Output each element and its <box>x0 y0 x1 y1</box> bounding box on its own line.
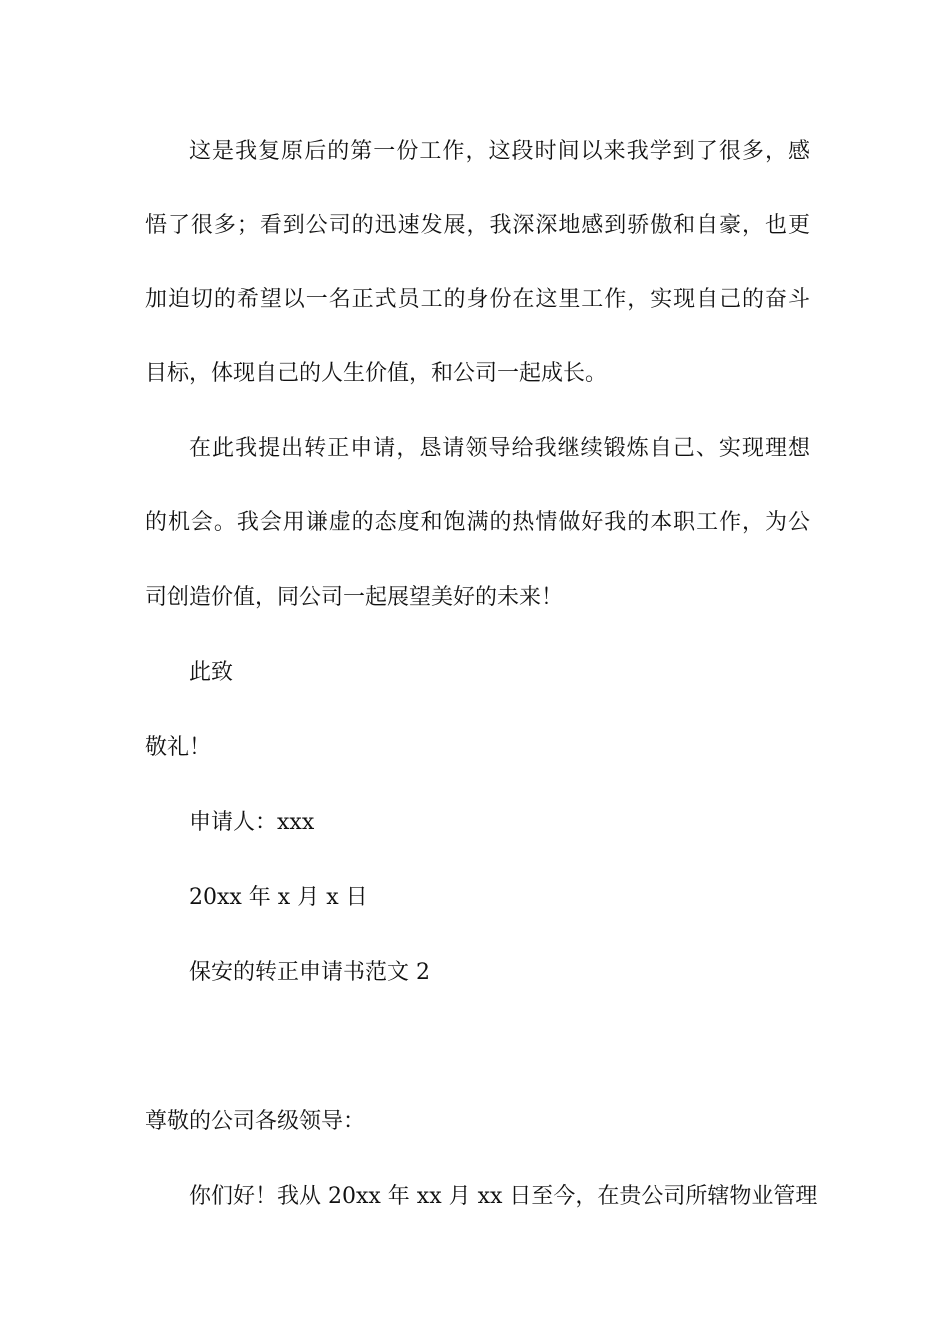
paragraph-line: 司创造价值，同公司一起展望美好的未来！ <box>145 585 564 610</box>
closing-regards: 敬礼！ <box>145 735 212 760</box>
paragraph-line: 在此我提出转正申请，恳请领导给我继续锻炼自己、实现理想 <box>189 436 810 461</box>
paragraph-line: 目标，体现自己的人生价值，和公司一起成长。 <box>145 361 608 386</box>
paragraph-line: 悟了很多；看到公司的迅速发展，我深深地感到骄傲和自豪，也更 <box>145 213 810 238</box>
applicant-signature: 申请人：xxx <box>189 810 315 835</box>
paragraph-line: 加迫切的希望以一名正式员工的身份在这里工作，实现自己的奋斗 <box>145 287 810 312</box>
paragraph-line: 这是我复原后的第一份工作，这段时间以来我学到了很多，感 <box>189 139 810 164</box>
section-title: 保安的转正申请书范文 2 <box>189 960 430 985</box>
paragraph-line: 的机会。我会用谦虚的态度和饱满的热情做好我的本职工作，为公 <box>145 510 810 535</box>
letter-date: 20xx 年 x 月 x 日 <box>189 885 368 910</box>
closing-salutation: 此致 <box>189 660 234 685</box>
letter-greeting: 尊敬的公司各级领导： <box>145 1109 366 1134</box>
paragraph-line: 你们好！我从 20xx 年 xx 月 xx 日至今，在贵公司所辖物业管理 <box>189 1184 818 1209</box>
